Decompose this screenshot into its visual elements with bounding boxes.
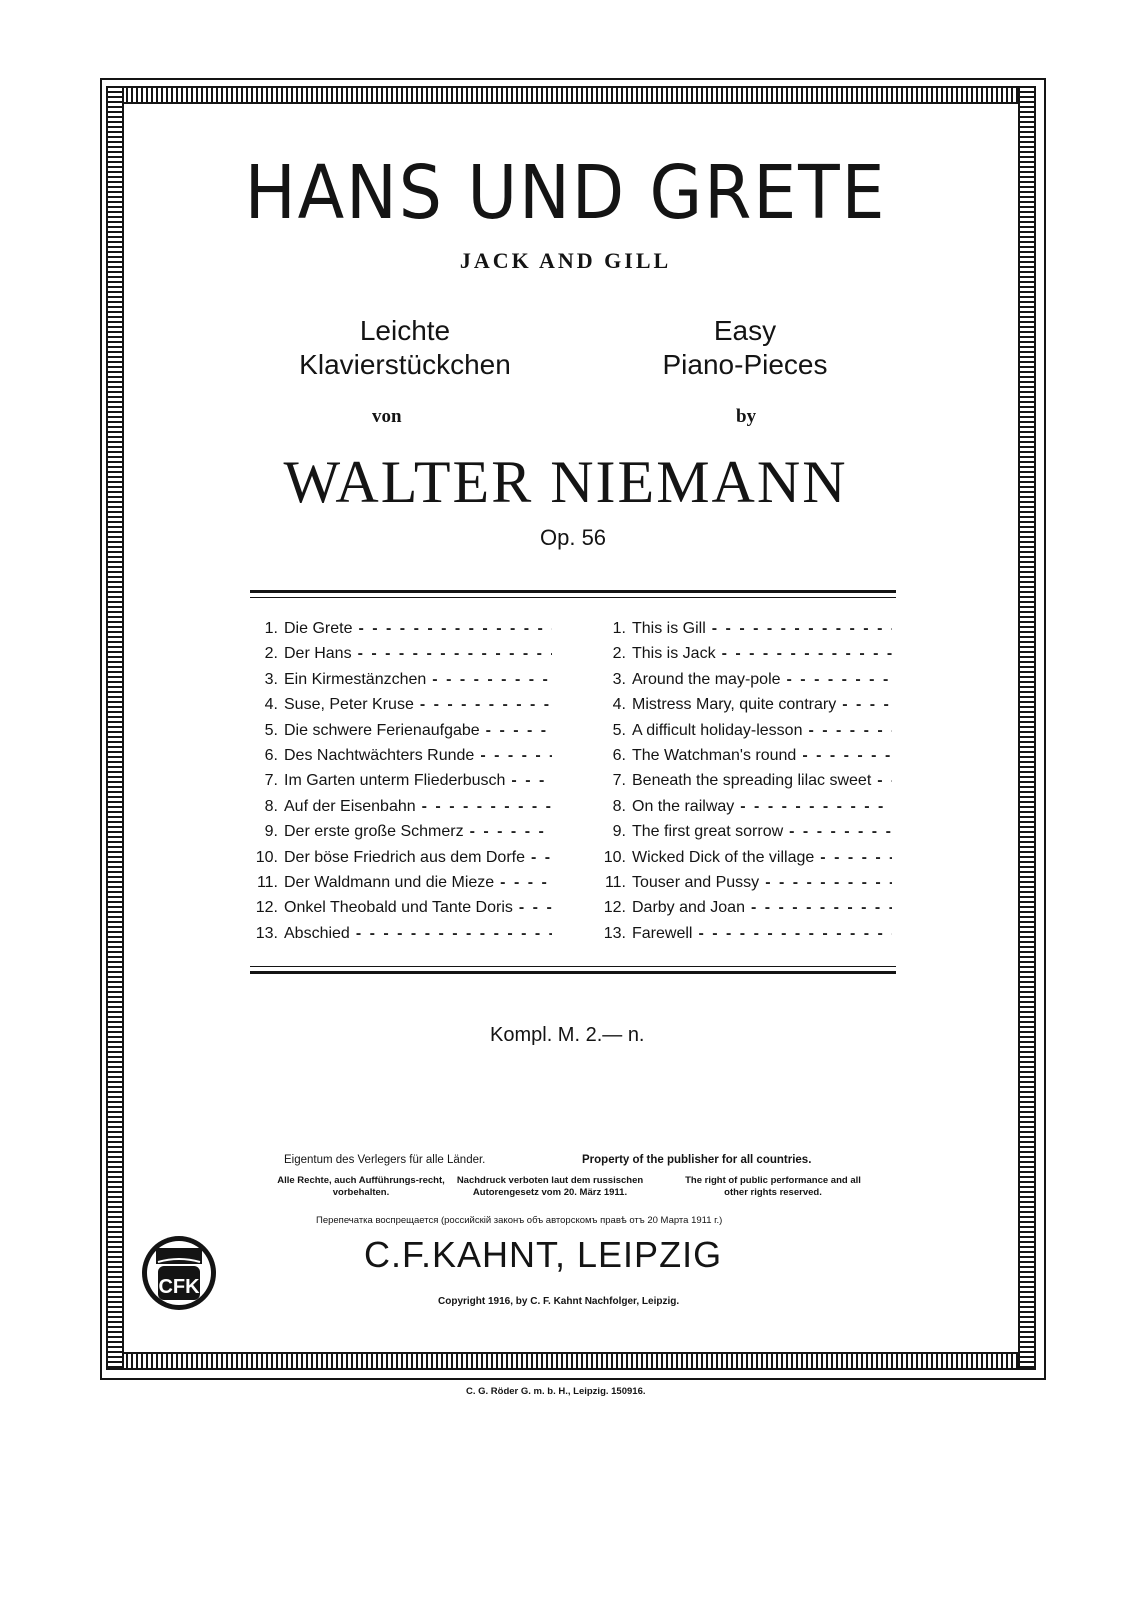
item-title: Onkel Theobald und Tante Doris <box>284 899 513 917</box>
item-number: 12. <box>255 899 278 917</box>
item-title: Around the may-pole <box>632 670 781 688</box>
publisher-name: C.F.KAHNT, LEIPZIG <box>364 1234 723 1275</box>
dot-leader <box>422 798 552 816</box>
dot-leader <box>432 671 552 689</box>
english-contents-list <box>598 620 892 950</box>
russian-notice: Перепечатка воспрещается (российскій законъ объ авторскомъ правѣ отъ 20 Марта 1911 г.) <box>316 1215 723 1226</box>
item-title: Wicked Dick of the village <box>632 848 815 866</box>
list-item <box>598 798 892 823</box>
item-number: 4. <box>612 696 626 714</box>
item-number: 1. <box>264 620 278 637</box>
list-item <box>598 849 892 874</box>
dot-leader <box>511 772 552 790</box>
von-label: von <box>372 406 402 427</box>
list-item <box>250 823 552 848</box>
rights-notice-english: The right of public performance and all other rights reserved. <box>685 1175 861 1198</box>
list-item <box>598 620 892 645</box>
list-item <box>598 874 892 899</box>
dot-leader <box>531 849 552 867</box>
item-title: Im Garten unterm Fliederbusch <box>284 772 506 790</box>
list-item <box>598 671 892 696</box>
item-number: 5. <box>612 721 626 739</box>
property-notice-english: Property of the publisher for all countries. <box>582 1154 812 1166</box>
ornamental-border-right <box>1018 86 1036 1368</box>
list-item <box>250 696 552 721</box>
item-number: 11. <box>256 873 278 891</box>
dot-leader <box>877 772 892 790</box>
item-title: The Watchman's round <box>632 746 797 764</box>
property-notice-german: Eigentum des Verlegers für alle Länder. <box>284 1154 486 1166</box>
list-item <box>598 899 892 924</box>
ornamental-border-top <box>106 86 1036 104</box>
item-title: Suse, Peter Kruse <box>284 696 414 714</box>
item-title: Der böse Friedrich aus dem Dorfe <box>284 848 525 866</box>
item-number: 12. <box>603 899 626 917</box>
item-number: 2. <box>612 645 626 663</box>
dot-leader <box>765 874 892 892</box>
item-number: 8. <box>612 797 626 815</box>
dot-leader <box>820 849 892 867</box>
list-item <box>250 747 552 772</box>
item-title: Farewell <box>632 924 693 942</box>
price-label: Kompl. M. 2.— n. <box>490 1024 645 1046</box>
german-description-line2: Klavierstückchen <box>299 349 511 380</box>
list-item <box>250 899 552 924</box>
dot-leader <box>486 722 552 740</box>
reprint-notice: Nachdruck verboten laut dem russischen Autorengesetz vom 20. März 1911. <box>456 1175 644 1198</box>
item-number: 2. <box>264 645 278 663</box>
logo-text: CFK <box>158 1276 200 1298</box>
item-title: Die Grete <box>284 620 353 637</box>
item-title: Beneath the spreading lilac sweet <box>632 772 872 790</box>
divider-bottom <box>250 971 896 974</box>
item-number: 3. <box>612 670 626 688</box>
copyright-notice: Copyright 1916, by C. F. Kahnt Nachfolger, Leipzig. <box>438 1296 680 1307</box>
item-number: 7. <box>612 772 626 790</box>
publisher-logo-icon <box>140 1234 218 1312</box>
item-number: 10. <box>255 848 278 866</box>
item-title: On the railway <box>632 797 735 815</box>
item-title: Touser and Pussy <box>632 873 760 891</box>
list-item <box>598 925 892 950</box>
item-number: 11. <box>604 873 626 891</box>
list-item <box>250 874 552 899</box>
list-item <box>598 772 892 797</box>
list-item <box>250 620 552 645</box>
item-number: 8. <box>264 797 278 815</box>
dot-leader <box>358 645 552 663</box>
list-item <box>250 671 552 696</box>
english-description-line2: Piano-Pieces <box>662 349 828 380</box>
ornamental-border-bottom <box>106 1352 1036 1370</box>
item-title: Darby and Joan <box>632 899 745 917</box>
dot-leader <box>358 620 552 638</box>
opus-number: Op. 56 <box>540 525 607 550</box>
divider-top-thin <box>250 597 896 598</box>
item-title: This is Jack <box>632 645 716 663</box>
german-description <box>250 314 560 382</box>
item-title: Abschied <box>284 924 350 942</box>
item-number: 10. <box>603 848 626 866</box>
item-title: Auf der Eisenbahn <box>284 797 416 815</box>
dot-leader <box>519 899 552 917</box>
item-number: 13. <box>603 924 626 942</box>
item-number: 6. <box>612 746 626 764</box>
item-title: Ein Kirmestänzchen <box>284 670 427 688</box>
composer-name: WALTER NIEMANN <box>283 449 848 515</box>
dot-leader <box>787 671 892 689</box>
list-item <box>598 823 892 848</box>
item-title: Des Nachtwächters Runde <box>284 746 475 764</box>
item-title: Der Waldmann und die Mieze <box>284 873 495 891</box>
item-title: The first great sorrow <box>632 823 784 841</box>
item-title: Mistress Mary, quite contrary <box>632 696 837 714</box>
divider-top <box>250 590 896 593</box>
rights-notice-german: Alle Rechte, auch Aufführungs-recht, vorbehalten. <box>277 1175 445 1198</box>
list-item <box>250 925 552 950</box>
ornamental-border-left <box>106 86 124 1368</box>
page-title: HANS UND GRETE <box>244 150 887 236</box>
item-title: This is Gill <box>632 620 706 637</box>
item-number: 3. <box>264 670 278 688</box>
german-contents-list <box>250 620 552 950</box>
item-title: Der erste große Schmerz <box>284 823 464 841</box>
list-item <box>598 645 892 670</box>
english-description <box>600 314 890 382</box>
by-label: by <box>736 406 757 427</box>
item-number: 9. <box>612 823 626 841</box>
list-item <box>598 747 892 772</box>
dot-leader <box>356 925 552 943</box>
dot-leader <box>842 696 892 714</box>
dot-leader <box>480 747 552 765</box>
item-number: 6. <box>264 746 278 764</box>
item-title: Der Hans <box>284 645 352 663</box>
dot-leader <box>808 722 892 740</box>
list-item <box>250 722 552 747</box>
dot-leader <box>500 874 552 892</box>
dot-leader <box>740 798 892 816</box>
dot-leader <box>789 823 892 841</box>
item-title: A difficult holiday-lesson <box>632 721 803 739</box>
item-title: Die schwere Ferienaufgabe <box>284 721 480 739</box>
item-number: 5. <box>264 721 278 739</box>
list-item <box>598 696 892 721</box>
dot-leader <box>802 747 892 765</box>
dot-leader <box>722 645 892 663</box>
item-number: 7. <box>264 772 278 790</box>
item-number: 4. <box>264 696 278 714</box>
item-number: 1. <box>612 620 626 637</box>
dot-leader <box>420 696 552 714</box>
list-item <box>250 798 552 823</box>
divider-bottom-thin <box>250 966 896 967</box>
item-number: 13. <box>255 924 278 942</box>
dot-leader <box>751 899 892 917</box>
item-number: 9. <box>264 823 278 841</box>
german-description-line1: Leichte <box>359 315 451 346</box>
english-subtitle: JACK AND GILL <box>459 248 672 273</box>
list-item <box>250 772 552 797</box>
dot-leader <box>698 925 892 943</box>
printer-imprint: C. G. Röder G. m. b. H., Leipzig. 150916. <box>466 1386 646 1397</box>
dot-leader <box>712 620 892 638</box>
list-item <box>250 849 552 874</box>
list-item <box>598 722 892 747</box>
list-item <box>250 645 552 670</box>
dot-leader <box>470 823 552 841</box>
english-description-line1: Easy <box>713 315 777 346</box>
